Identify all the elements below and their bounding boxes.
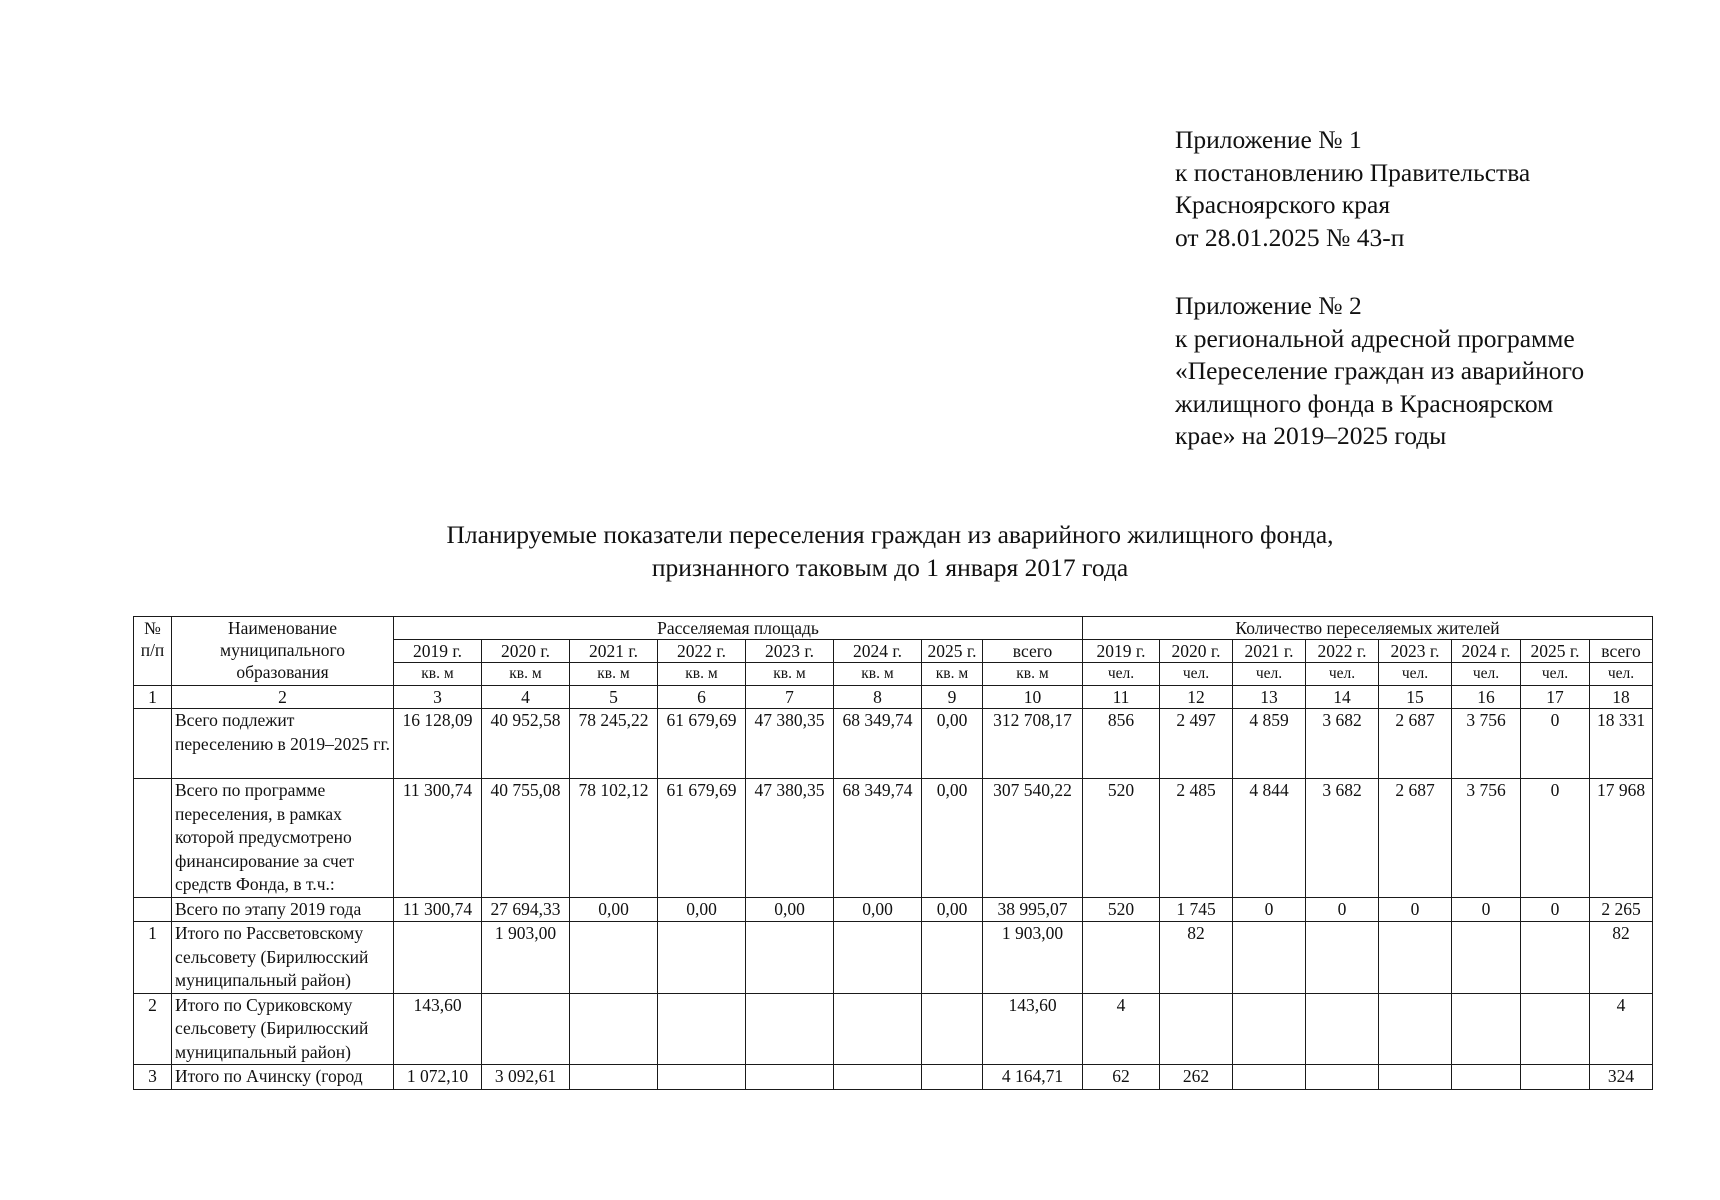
row-people-value: 3 682 [1306, 779, 1379, 898]
row-area-value: 38 995,07 [983, 897, 1083, 922]
row-people-value: 2 687 [1379, 779, 1452, 898]
row-municipality-name: Итого по Суриковскому сельсовету (Бирилюсский муниципальный район) [172, 993, 394, 1065]
row-people-value: 856 [1083, 709, 1160, 779]
row-area-value [834, 922, 922, 994]
row-people-value [1379, 993, 1452, 1065]
row-people-value: 82 [1160, 922, 1233, 994]
header-area-unit: кв. м [570, 663, 658, 686]
row-area-value: 61 679,69 [658, 709, 746, 779]
row-area-value: 68 349,74 [834, 709, 922, 779]
header-people-year: 2020 г. [1160, 640, 1233, 663]
row-area-value: 1 903,00 [983, 922, 1083, 994]
appendix-1-line: к постановлению Правительства [1175, 157, 1531, 187]
row-area-value: 78 245,22 [570, 709, 658, 779]
appendix-2-line: Приложение № 2 [1175, 291, 1362, 320]
row-area-value [482, 993, 570, 1065]
header-area-year: 2020 г. [482, 640, 570, 663]
appendix-1-line: Красноярского края [1175, 190, 1391, 219]
header-people-year: 2024 г. [1452, 640, 1521, 663]
table-row [134, 779, 1653, 898]
header-area-unit: кв. м [394, 663, 482, 686]
row-area-value [746, 993, 834, 1065]
row-people-value: 0 [1452, 897, 1521, 922]
header-area-year: 2023 г. [746, 640, 834, 663]
row-people-value [1452, 922, 1521, 994]
row-area-value [658, 922, 746, 994]
appendix-2-line: жилищного фонда в Красноярском [1175, 388, 1554, 418]
column-number: 16 [1452, 686, 1521, 709]
row-number: 1 [134, 922, 172, 994]
row-people-value [1452, 1065, 1521, 1090]
row-area-value: 47 380,35 [746, 709, 834, 779]
row-people-value: 1 745 [1160, 897, 1233, 922]
row-area-value: 0,00 [658, 897, 746, 922]
header-area-group: Расселяемая площадь [394, 617, 1083, 640]
row-people-value: 4 844 [1233, 779, 1306, 898]
row-area-value: 11 300,74 [394, 779, 482, 898]
row-area-value: 27 694,33 [482, 897, 570, 922]
row-people-value: 3 756 [1452, 779, 1521, 898]
row-people-value [1233, 1065, 1306, 1090]
column-number: 7 [746, 686, 834, 709]
document-title [0, 518, 1720, 584]
row-area-value: 68 349,74 [834, 779, 922, 898]
column-number: 4 [482, 686, 570, 709]
row-municipality-name: Всего подлежит переселению в 2019–2025 гг. [172, 709, 394, 779]
header-people-unit: чел. [1306, 663, 1379, 686]
row-area-value: 0,00 [922, 779, 983, 898]
header-area-year: 2022 г. [658, 640, 746, 663]
column-number: 13 [1233, 686, 1306, 709]
appendix-1-block [1175, 124, 1695, 254]
row-area-value: 40 952,58 [482, 709, 570, 779]
column-number: 14 [1306, 686, 1379, 709]
column-number: 2 [172, 686, 394, 709]
row-people-value: 520 [1083, 897, 1160, 922]
appendix-1-line: Приложение № 1 [1175, 125, 1362, 154]
row-area-value: 307 540,22 [983, 779, 1083, 898]
header-people-year: 2019 г. [1083, 640, 1160, 663]
row-area-value: 0,00 [922, 709, 983, 779]
row-people-value: 0 [1521, 709, 1590, 779]
header-area-unit: кв. м [922, 663, 983, 686]
row-number: 3 [134, 1065, 172, 1090]
row-people-value: 4 [1083, 993, 1160, 1065]
row-people-value: 18 331 [1590, 709, 1653, 779]
row-area-value [834, 993, 922, 1065]
row-people-value: 0 [1379, 897, 1452, 922]
header-area-year: 2025 г. [922, 640, 983, 663]
row-area-value [658, 993, 746, 1065]
header-people-year: 2022 г. [1306, 640, 1379, 663]
row-municipality-name: Итого по Ачинску (город [172, 1065, 394, 1090]
row-area-value [394, 922, 482, 994]
row-area-value: 47 380,35 [746, 779, 834, 898]
row-people-value [1379, 922, 1452, 994]
row-people-value: 0 [1521, 897, 1590, 922]
column-number: 12 [1160, 686, 1233, 709]
row-area-value [746, 1065, 834, 1090]
row-people-value: 62 [1083, 1065, 1160, 1090]
table-row [134, 709, 1653, 779]
row-people-value [1521, 922, 1590, 994]
row-number [134, 709, 172, 779]
header-area-unit: кв. м [983, 663, 1083, 686]
column-number: 10 [983, 686, 1083, 709]
row-area-value: 0,00 [834, 897, 922, 922]
table-row [134, 993, 1653, 1065]
table-row [134, 897, 1653, 922]
header-area-year: 2019 г. [394, 640, 482, 663]
row-people-value: 82 [1590, 922, 1653, 994]
row-area-value [922, 922, 983, 994]
document-title-line-2: признанного таковым до 1 января 2017 года [651, 553, 1129, 582]
row-people-value [1083, 922, 1160, 994]
header-area-unit: кв. м [746, 663, 834, 686]
row-people-value: 520 [1083, 779, 1160, 898]
row-people-value [1306, 1065, 1379, 1090]
row-area-value: 0,00 [570, 897, 658, 922]
header-people-unit: чел. [1590, 663, 1653, 686]
header-people-year: всего [1590, 640, 1653, 663]
row-people-value: 2 265 [1590, 897, 1653, 922]
row-people-value: 3 756 [1452, 709, 1521, 779]
row-people-value [1379, 1065, 1452, 1090]
row-area-value: 16 128,09 [394, 709, 482, 779]
row-people-value [1521, 993, 1590, 1065]
header-people-year: 2025 г. [1521, 640, 1590, 663]
row-area-value: 0,00 [746, 897, 834, 922]
row-area-value: 61 679,69 [658, 779, 746, 898]
row-area-value: 3 092,61 [482, 1065, 570, 1090]
column-number: 5 [570, 686, 658, 709]
row-area-value [570, 922, 658, 994]
row-area-value: 40 755,08 [482, 779, 570, 898]
row-area-value: 143,60 [394, 993, 482, 1065]
header-number: № п/п [134, 617, 172, 686]
row-people-value: 3 682 [1306, 709, 1379, 779]
row-people-value [1306, 993, 1379, 1065]
header-people-unit: чел. [1521, 663, 1590, 686]
row-area-value [922, 993, 983, 1065]
header-people-unit: чел. [1160, 663, 1233, 686]
header-people-year: 2023 г. [1379, 640, 1452, 663]
row-people-value [1160, 993, 1233, 1065]
row-people-value [1521, 1065, 1590, 1090]
row-people-value [1233, 993, 1306, 1065]
appendix-2-block [1175, 290, 1695, 453]
row-people-value: 2 485 [1160, 779, 1233, 898]
appendix-1-line: от 28.01.2025 № 43-п [1175, 222, 1405, 252]
header-people-group: Количество переселяемых жителей [1083, 617, 1653, 640]
header-people-unit: чел. [1452, 663, 1521, 686]
column-number: 6 [658, 686, 746, 709]
row-area-value: 1 072,10 [394, 1065, 482, 1090]
row-number [134, 897, 172, 922]
header-area-unit: кв. м [482, 663, 570, 686]
row-area-value [570, 993, 658, 1065]
row-area-value: 78 102,12 [570, 779, 658, 898]
row-area-value [746, 922, 834, 994]
row-area-value: 312 708,17 [983, 709, 1083, 779]
table-row [134, 922, 1653, 994]
row-people-value: 262 [1160, 1065, 1233, 1090]
row-municipality-name: Всего по этапу 2019 года [172, 897, 394, 922]
row-area-value: 0,00 [922, 897, 983, 922]
row-people-value: 2 687 [1379, 709, 1452, 779]
appendix-2-line: «Переселение граждан из аварийного [1175, 356, 1585, 385]
column-number: 18 [1590, 686, 1653, 709]
row-number [134, 779, 172, 898]
column-number: 17 [1521, 686, 1590, 709]
row-area-value [922, 1065, 983, 1090]
header-people-year: 2021 г. [1233, 640, 1306, 663]
row-municipality-name: Всего по программе переселения, в рамках которой предусмотрено финансирование за счет средств Фонда, в т.ч.: [172, 779, 394, 898]
document-title-line-1: Планируемые показатели переселения граждан из аварийного жилищного фонда, [446, 520, 1334, 549]
row-people-value: 0 [1306, 897, 1379, 922]
column-number: 9 [922, 686, 983, 709]
header-people-unit: чел. [1379, 663, 1452, 686]
row-area-value [570, 1065, 658, 1090]
row-people-value: 4 859 [1233, 709, 1306, 779]
appendix-2-line: крае» на 2019–2025 годы [1175, 421, 1447, 450]
resettlement-table [133, 616, 1653, 1090]
row-people-value: 0 [1233, 897, 1306, 922]
row-people-value [1452, 993, 1521, 1065]
column-number: 3 [394, 686, 482, 709]
header-people-unit: чел. [1083, 663, 1160, 686]
row-area-value [658, 1065, 746, 1090]
header-area-year: 2021 г. [570, 640, 658, 663]
row-municipality-name: Итого по Рассветовскому сельсовету (Бирилюсский муниципальный район) [172, 922, 394, 994]
header-municipality-name: Наименование муниципального образования [172, 617, 394, 686]
header-area-year: всего [983, 640, 1083, 663]
row-people-value: 0 [1521, 779, 1590, 898]
table-row [134, 1065, 1653, 1090]
row-number: 2 [134, 993, 172, 1065]
row-people-value: 2 497 [1160, 709, 1233, 779]
row-area-value: 143,60 [983, 993, 1083, 1065]
row-people-value [1233, 922, 1306, 994]
row-area-value: 11 300,74 [394, 897, 482, 922]
row-people-value [1306, 922, 1379, 994]
column-number: 1 [134, 686, 172, 709]
row-people-value: 324 [1590, 1065, 1653, 1090]
row-area-value: 1 903,00 [482, 922, 570, 994]
row-people-value: 17 968 [1590, 779, 1653, 898]
column-number: 8 [834, 686, 922, 709]
row-area-value [834, 1065, 922, 1090]
header-people-unit: чел. [1233, 663, 1306, 686]
row-people-value: 4 [1590, 993, 1653, 1065]
column-number: 15 [1379, 686, 1452, 709]
header-area-unit: кв. м [834, 663, 922, 686]
header-area-year: 2024 г. [834, 640, 922, 663]
header-area-unit: кв. м [658, 663, 746, 686]
appendix-2-line: к региональной адресной программе [1175, 323, 1575, 353]
column-number: 11 [1083, 686, 1160, 709]
row-area-value: 4 164,71 [983, 1065, 1083, 1090]
